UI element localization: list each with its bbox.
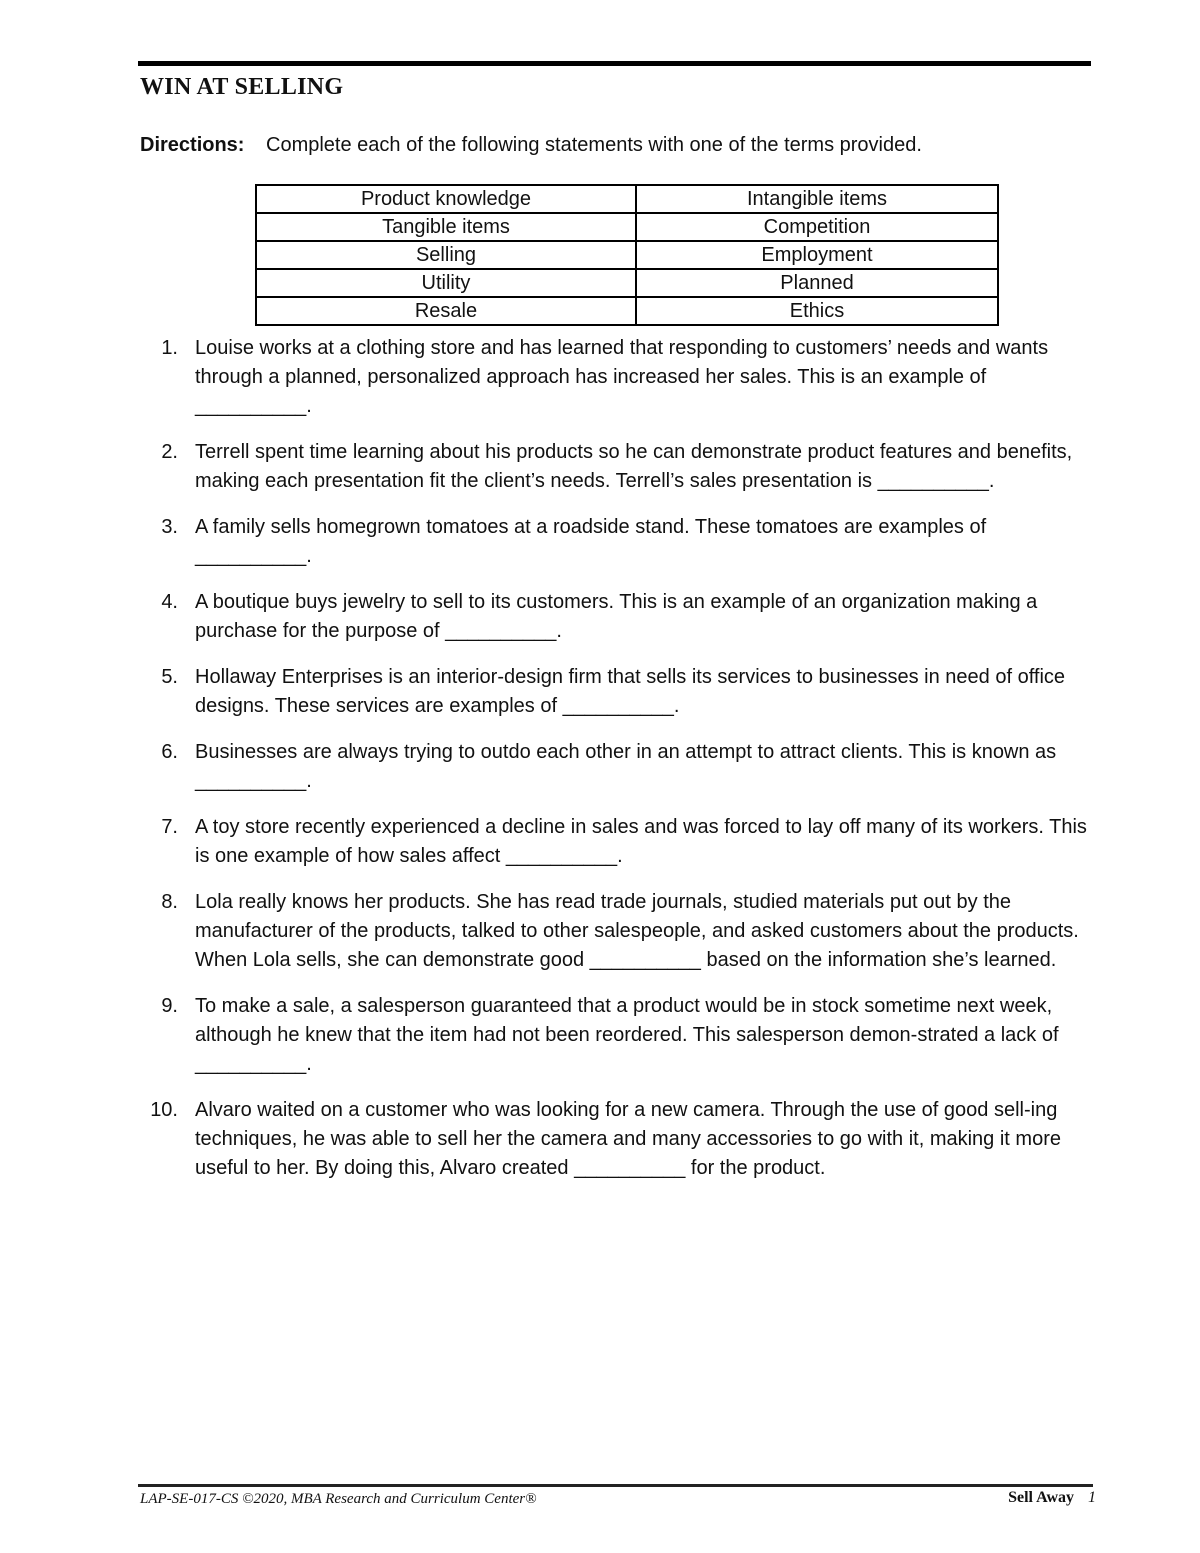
directions-text: Complete each of the following statements with one of the terms provided. [266,134,922,156]
question-text: Businesses are always trying to outdo each other in an attempt to attract clients. This is known as __________. [195,741,1057,792]
term-cell: Competition [636,213,998,241]
footer-page-info [1008,1489,1096,1507]
terms-row [256,241,998,269]
question-number: 7. [161,816,178,838]
terms-row [256,213,998,241]
question-text: Lola really knows her products. She has read trade journals, studied materials put out by the manufacturer of the products, talked to other salespeople, and asked customers about the products. When Lola sells, she can demonstrate good __________ based on the information she’s learned. [195,891,1079,971]
question-number: 6. [161,741,178,763]
term-cell: Employment [636,241,998,269]
terms-row [256,297,998,325]
footer-title: Sell Away [1008,1489,1074,1506]
question-text: Alvaro waited on a customer who was looking for a new camera. Through the use of good sell-ing techniques, he was able to sell her the camera and many accessories to go with it, making it more useful to her. By doing this, Alvaro created __________ for the product. [195,1099,1061,1179]
question-number: 3. [161,516,178,538]
question-number: 9. [161,995,178,1017]
question-number: 1. [161,337,178,359]
term-cell: Planned [636,269,998,297]
question-text: A boutique buys jewelry to sell to its customers. This is an example of an organization making a purchase for the purpose of __________. [195,591,1038,642]
question-list [140,334,1100,1200]
question-item [140,438,1100,496]
question-item [140,813,1100,871]
terms-row [256,269,998,297]
directions [140,134,922,157]
question-item [140,663,1100,721]
directions-label: Directions: [140,134,245,156]
term-cell: Utility [256,269,636,297]
term-cell: Selling [256,241,636,269]
term-cell: Intangible items [636,185,998,213]
question-text: Louise works at a clothing store and has learned that responding to customers’ needs and wants through a planned, personalized approach has increased her sales. This is an example of __________. [195,337,1049,417]
footer-rule [138,1484,1093,1487]
question-number: 5. [161,666,178,688]
question-item [140,513,1100,571]
page-title: WIN AT SELLING [140,74,344,100]
question-item [140,992,1100,1079]
term-cell: Resale [256,297,636,325]
question-text: To make a sale, a salesperson guaranteed that a product would be in stock sometime next week, although he knew that the item had not been reordered. This salesperson demon-strated a lack of __________. [195,995,1059,1075]
term-cell: Ethics [636,297,998,325]
question-text: Hollaway Enterprises is an interior-design firm that sells its services to businesses in need of office designs. These services are examples of __________. [195,666,1066,717]
terms-row [256,185,998,213]
question-item [140,334,1100,421]
question-item [140,738,1100,796]
term-cell: Tangible items [256,213,636,241]
question-item [140,1096,1100,1183]
question-number: 10. [150,1099,178,1121]
question-number: 8. [161,891,178,913]
question-item [140,888,1100,975]
question-number: 4. [161,591,178,613]
question-text: Terrell spent time learning about his products so he can demonstrate product features and benefits, making each presentation fit the client’s needs. Terrell’s sales presentation is __________. [195,441,1073,492]
question-number: 2. [161,441,178,463]
term-cell: Product knowledge [256,185,636,213]
question-text: A family sells homegrown tomatoes at a roadside stand. These tomatoes are examples of __________. [195,516,987,567]
page-number: 1 [1088,1489,1096,1506]
question-text: A toy store recently experienced a decline in sales and was forced to lay off many of its workers. This is one example of how sales affect __________. [195,816,1087,867]
question-item [140,588,1100,646]
footer-copyright: LAP-SE-017-CS ©2020, MBA Research and Curriculum Center® [140,1491,537,1507]
top-rule [138,61,1091,66]
terms-table [255,184,999,326]
